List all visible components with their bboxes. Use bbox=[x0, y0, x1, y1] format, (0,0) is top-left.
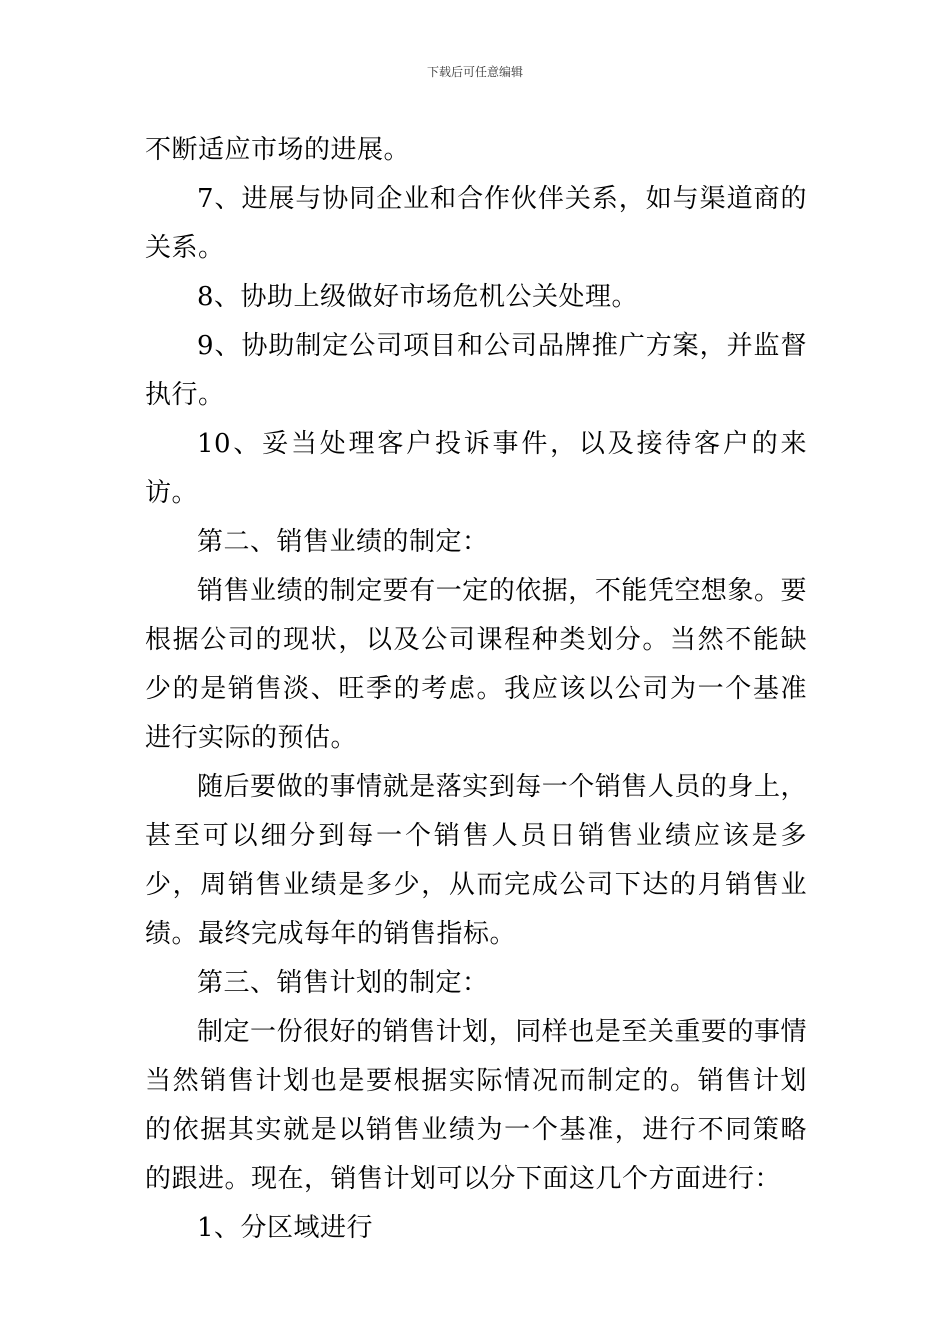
paragraph-2: 7、进展与协同企业和合作伙伴关系，如与渠道商的关系。 bbox=[145, 184, 807, 263]
section-heading-3: 第三、销售计划的制定： bbox=[197, 968, 489, 998]
document-body bbox=[145, 126, 807, 1253]
paragraph-1: 不断适应市场的进展。 bbox=[145, 135, 411, 165]
page-header: 下载后可任意编辑 bbox=[426, 65, 523, 79]
paragraph-3: 8、协助上级做好市场危机公关处理。 bbox=[197, 282, 639, 312]
paragraph-6: 销售业绩的制定要有一定的依据，不能凭空想象。要根据公司的现状，以及公司课程种类划分。当然不能缺少的是销售淡、旺季的考虑。我应该以公司为一个基准进行实际的预估。 bbox=[145, 576, 807, 753]
paragraph-5: 10、妥当处理客户投诉事件，以及接待客户的来访。 bbox=[145, 429, 807, 508]
paragraph-9: 1、分区域进行 bbox=[197, 1213, 374, 1243]
paragraph-4: 9、协助制定公司项目和公司品牌推广方案，并监督执行。 bbox=[145, 331, 807, 410]
section-heading-2: 第二、销售业绩的制定： bbox=[197, 527, 489, 557]
paragraph-7: 随后要做的事情就是落实到每一个销售人员的身上，甚至可以细分到每一个销售人员日销售业绩应该是多少，周销售业绩是多少，从而完成公司下达的月销售业绩。最终完成每年的销售指标。 bbox=[145, 772, 807, 949]
paragraph-8: 制定一份很好的销售计划，同样也是至关重要的事情当然销售计划也是要根据实际情况而制定的。销售计划的依据其实就是以销售业绩为一个基准，进行不同策略的跟进。现在，销售计划可以分下面这几个方面进行： bbox=[145, 1017, 807, 1194]
